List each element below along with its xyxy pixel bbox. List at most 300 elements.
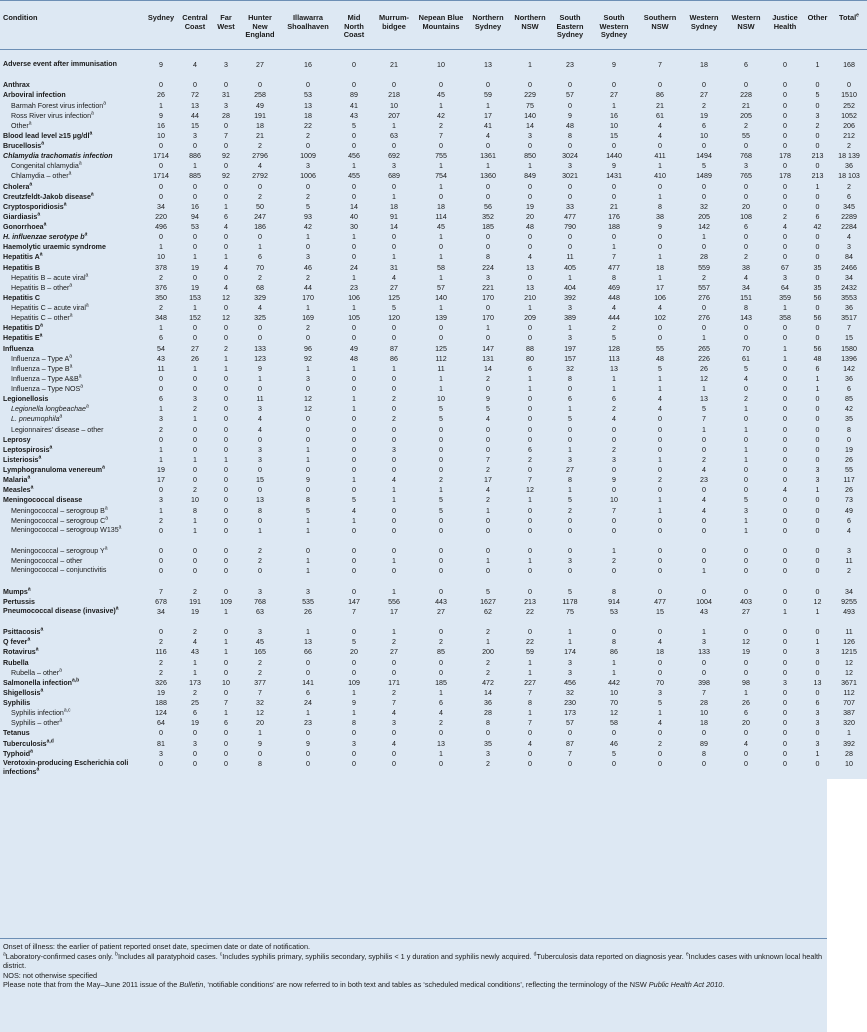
case-count: 34 — [831, 587, 867, 597]
case-count: 0 — [804, 404, 831, 414]
case-count: 1 — [590, 374, 638, 384]
case-count: 3 — [638, 688, 682, 698]
case-count: 0 — [240, 384, 280, 394]
table-row — [0, 121, 867, 131]
column-header: Western Sydney — [689, 13, 719, 31]
case-count: 765 — [726, 171, 766, 181]
case-count: 1 — [144, 404, 178, 414]
case-count: 0 — [178, 182, 212, 192]
column-header: Sydney — [147, 13, 175, 22]
case-count: 1 — [682, 333, 726, 343]
case-count: 0 — [240, 333, 280, 343]
case-count: 0 — [766, 182, 804, 192]
table-row — [0, 546, 867, 556]
case-count: 2 — [240, 273, 280, 283]
case-count: 0 — [766, 516, 804, 526]
table-row — [0, 749, 867, 759]
case-count: 0 — [804, 161, 831, 171]
case-count: 67 — [766, 263, 804, 273]
case-count: 0 — [766, 111, 804, 121]
case-count: 108 — [726, 212, 766, 222]
case-count: 0 — [416, 323, 466, 333]
case-count: 0 — [804, 394, 831, 404]
case-count: 9255 — [831, 597, 867, 607]
case-count: 0 — [766, 425, 804, 435]
case-count: 26 — [831, 485, 867, 495]
case-count: 21 — [240, 131, 280, 141]
case-count: 70 — [240, 263, 280, 273]
case-count: 3 — [280, 587, 336, 597]
column-header: Murrum-bidgee — [379, 13, 409, 31]
case-count: 4 — [590, 414, 638, 424]
case-count: 7 — [240, 688, 280, 698]
case-count: 8 — [280, 495, 336, 505]
case-count: 64 — [144, 718, 178, 728]
condition-name: Meningococcal – serogroup W135$^a$ — [0, 526, 144, 546]
case-count: 0 — [240, 182, 280, 192]
case-count: 14 — [372, 222, 416, 232]
case-count: 0 — [510, 414, 550, 424]
case-count: 2 — [240, 546, 280, 556]
case-count: 0 — [280, 242, 336, 252]
condition-name: Psittacosis$^a$ — [0, 627, 144, 637]
case-count: 0 — [682, 759, 726, 779]
case-count: 38 — [638, 212, 682, 222]
case-count: 18 — [682, 718, 726, 728]
case-count: 0 — [682, 485, 726, 495]
case-count: 13 — [280, 637, 336, 647]
case-count: 7 — [212, 698, 240, 708]
condition-name: Measles$^a$ — [0, 485, 144, 495]
case-count: 0 — [726, 465, 766, 475]
case-count: 3 — [372, 718, 416, 728]
case-count: 0 — [510, 273, 550, 283]
case-count: 392 — [550, 293, 590, 303]
case-count: 0 — [682, 435, 726, 445]
case-count: 1 — [550, 323, 590, 333]
table-row — [0, 273, 867, 283]
case-count: 410 — [638, 171, 682, 181]
case-count: 0 — [372, 566, 416, 586]
case-count: 62 — [466, 607, 510, 627]
case-count: 0 — [280, 80, 336, 90]
case-count: 0 — [336, 414, 372, 424]
case-count: 9 — [550, 111, 590, 121]
case-count: 0 — [638, 485, 682, 495]
case-count: 0 — [550, 759, 590, 779]
table-row — [0, 475, 867, 485]
case-count: 0 — [510, 506, 550, 516]
case-count: 0 — [590, 465, 638, 475]
case-count: 1 — [336, 394, 372, 404]
case-count: 0 — [550, 728, 590, 738]
column-header: Central Coast — [182, 13, 208, 31]
case-count: 0 — [466, 546, 510, 556]
case-count: 0 — [638, 566, 682, 586]
case-count: 0 — [212, 546, 240, 556]
case-count: 2 — [682, 273, 726, 283]
case-count: 0 — [466, 182, 510, 192]
case-count: 1431 — [590, 171, 638, 181]
case-count: 1 — [372, 364, 416, 374]
case-count: 1 — [804, 384, 831, 394]
case-count: 0 — [682, 323, 726, 333]
case-count: 0 — [280, 384, 336, 394]
case-count: 13 — [590, 364, 638, 374]
case-count: 0 — [336, 445, 372, 455]
case-count: 3517 — [831, 313, 867, 323]
case-count: 9 — [590, 475, 638, 485]
case-count: 48 — [804, 354, 831, 364]
case-count: 0 — [510, 526, 550, 546]
case-count: 64 — [766, 283, 804, 293]
table-row — [0, 425, 867, 435]
case-count: 1 — [682, 232, 726, 242]
condition-name: Adverse event after immunisation — [0, 60, 144, 80]
case-count: 185 — [416, 678, 466, 688]
case-count: 0 — [804, 728, 831, 738]
case-count: 0 — [726, 475, 766, 485]
condition-name: Cryptosporidiosis$^a$ — [0, 202, 144, 212]
case-count: 7 — [144, 587, 178, 597]
case-count: 0 — [682, 80, 726, 90]
case-count: 16 — [280, 60, 336, 80]
condition-name: Giardiasis$^a$ — [0, 212, 144, 222]
case-count: 151 — [726, 293, 766, 303]
case-count: 10 — [682, 131, 726, 141]
case-count: 1 — [766, 303, 804, 313]
case-count: 1 — [336, 303, 372, 313]
spacer-row — [0, 50, 867, 61]
case-count: 0 — [416, 556, 466, 566]
case-count: 6 — [144, 333, 178, 343]
case-count: 0 — [804, 526, 831, 546]
case-count: 10 — [590, 495, 638, 505]
case-count: 2 — [144, 657, 178, 667]
case-count: 147 — [466, 344, 510, 354]
case-count: 0 — [212, 273, 240, 283]
case-count: 1 — [336, 161, 372, 171]
case-count: 2 — [466, 668, 510, 678]
case-count: 3 — [682, 637, 726, 647]
case-count: 0 — [804, 232, 831, 242]
case-count: 0 — [212, 121, 240, 131]
case-count: 1 — [336, 475, 372, 485]
case-count: 6 — [804, 698, 831, 708]
case-count: 2 — [212, 344, 240, 354]
case-count: 0 — [144, 435, 178, 445]
case-count: 2792 — [240, 171, 280, 181]
case-count: 54 — [144, 344, 178, 354]
case-count: 1 — [280, 303, 336, 313]
case-count: 1 — [510, 384, 550, 394]
table-row — [0, 283, 867, 293]
column-header: Total$^e$ — [839, 12, 859, 22]
case-count: 9 — [590, 60, 638, 80]
case-count: 24 — [280, 698, 336, 708]
case-count: 493 — [831, 607, 867, 627]
case-count: 0 — [212, 465, 240, 475]
case-count: 56 — [804, 344, 831, 354]
case-count: 0 — [336, 668, 372, 678]
case-count: 92 — [212, 171, 240, 181]
case-count: 6 — [144, 394, 178, 404]
case-count: 1 — [726, 404, 766, 414]
case-count: 2 — [178, 587, 212, 597]
case-count: 0 — [726, 333, 766, 343]
case-count: 6 — [726, 222, 766, 232]
case-count: 0 — [638, 587, 682, 597]
case-count: 0 — [766, 597, 804, 607]
case-count: 6 — [831, 192, 867, 202]
case-count: 0 — [212, 384, 240, 394]
case-count: 0 — [240, 465, 280, 475]
case-count: 0 — [510, 192, 550, 202]
case-count: 2 — [590, 445, 638, 455]
case-count: 49 — [240, 101, 280, 111]
case-count: 4 — [372, 708, 416, 718]
condition-name: Influenza – Type $A\&B^a$ — [0, 374, 144, 384]
condition-name: Meningococcal – serogroup $B^a$ — [0, 506, 144, 516]
case-count: 5 — [726, 495, 766, 505]
case-count: 0 — [804, 587, 831, 597]
case-count: 0 — [804, 516, 831, 526]
case-count: 0 — [726, 668, 766, 678]
case-count: 3 — [804, 111, 831, 121]
case-count: 10 — [144, 252, 178, 262]
case-count: 0 — [804, 566, 831, 586]
case-count: 1 — [280, 566, 336, 586]
case-count: 456 — [550, 678, 590, 688]
case-count: 8 — [550, 374, 590, 384]
case-count: 173 — [178, 678, 212, 688]
case-count: 0 — [510, 728, 550, 738]
case-count: 0 — [416, 80, 466, 90]
condition-name: Hepatitis C – acute viral$^a$ — [0, 303, 144, 313]
case-count: 444 — [590, 313, 638, 323]
case-count: 197 — [550, 344, 590, 354]
case-count: 0 — [766, 455, 804, 465]
case-count: 200 — [466, 647, 510, 657]
case-count: 7 — [212, 131, 240, 141]
case-count: 0 — [804, 252, 831, 262]
case-count: 18 — [416, 202, 466, 212]
case-count: 46 — [280, 263, 336, 273]
case-count: 1396 — [831, 354, 867, 364]
case-count: 4 — [466, 131, 510, 141]
case-count: 3 — [466, 273, 510, 283]
case-count: 1 — [550, 445, 590, 455]
case-count: 1 — [178, 414, 212, 424]
case-count: 63 — [240, 607, 280, 627]
table-row — [0, 668, 867, 678]
case-count: 0 — [144, 374, 178, 384]
case-count: 1 — [372, 192, 416, 202]
case-count: 1 — [590, 657, 638, 667]
case-count: 12 — [804, 597, 831, 607]
case-count: 0 — [144, 759, 178, 779]
case-count: 0 — [804, 323, 831, 333]
case-count: 13 — [466, 60, 510, 80]
case-count: 4 — [212, 283, 240, 293]
condition-name: Meningococcal – other — [0, 556, 144, 566]
case-count: 329 — [240, 293, 280, 303]
condition-name: Meningococcal – conjunctivitis — [0, 566, 144, 586]
case-count: 0 — [682, 303, 726, 313]
case-count: 0 — [240, 435, 280, 445]
case-count: 1 — [280, 445, 336, 455]
case-count: 49 — [336, 344, 372, 354]
case-count: 13 — [280, 101, 336, 111]
case-count: 0 — [550, 425, 590, 435]
case-count: 1009 — [280, 151, 336, 161]
case-count: 0 — [638, 232, 682, 242]
case-count: 0 — [766, 627, 804, 637]
case-count: 213 — [804, 171, 831, 181]
case-count: 5 — [336, 495, 372, 505]
case-count: 96 — [280, 344, 336, 354]
case-count: 0 — [682, 668, 726, 678]
case-count: 0 — [726, 232, 766, 242]
case-count: 15 — [638, 607, 682, 627]
case-count: 389 — [550, 313, 590, 323]
case-count: 5 — [466, 404, 510, 414]
case-count: 0 — [280, 749, 336, 759]
case-count: 0 — [372, 141, 416, 151]
case-count: 8 — [590, 587, 638, 597]
case-count: 1 — [280, 708, 336, 718]
case-count: 1 — [726, 445, 766, 455]
case-count: 0 — [466, 566, 510, 586]
case-count: 21 — [726, 101, 766, 111]
case-count: 0 — [178, 465, 212, 475]
case-count: 10 — [416, 394, 466, 404]
case-count: 0 — [766, 495, 804, 505]
case-count: 1 — [336, 516, 372, 526]
case-count: 0 — [240, 80, 280, 90]
case-count: 61 — [726, 354, 766, 364]
case-count: 2 — [280, 131, 336, 141]
case-count: 35 — [831, 414, 867, 424]
case-count: 4 — [510, 738, 550, 748]
case-count: 0 — [466, 242, 510, 252]
case-count: 3 — [804, 647, 831, 657]
case-count: 205 — [682, 212, 726, 222]
case-count: 0 — [336, 435, 372, 445]
case-count: 0 — [280, 546, 336, 556]
case-count: 5 — [372, 303, 416, 313]
case-count: 1 — [240, 374, 280, 384]
case-count: 0 — [804, 435, 831, 445]
case-count: 1 — [638, 455, 682, 465]
case-count: 1 — [590, 242, 638, 252]
case-count: 19 — [831, 445, 867, 455]
case-count: 0 — [336, 485, 372, 495]
case-count: 0 — [590, 80, 638, 90]
case-count: 18 103 — [831, 171, 867, 181]
case-count: 109 — [212, 597, 240, 607]
case-count: 124 — [144, 708, 178, 718]
case-count: 1 — [510, 708, 550, 718]
case-count: 0 — [766, 435, 804, 445]
table-row — [0, 607, 867, 627]
case-count: 1 — [638, 273, 682, 283]
case-count: 12 — [726, 637, 766, 647]
case-count: 0 — [178, 475, 212, 485]
case-count: 165 — [240, 647, 280, 657]
condition-name: Shigellosis$^a$ — [0, 688, 144, 698]
case-count: 0 — [590, 627, 638, 637]
case-count: 18 — [682, 60, 726, 80]
condition-name: Pneumococcal disease (invasive)$^a$ — [0, 607, 144, 627]
case-count: 5 — [638, 698, 682, 708]
case-count: 0 — [638, 526, 682, 546]
table-row — [0, 627, 867, 637]
case-count: 0 — [682, 587, 726, 597]
case-count: 4 — [638, 303, 682, 313]
case-count: 1 — [144, 101, 178, 111]
case-count: 0 — [510, 232, 550, 242]
case-count: 0 — [804, 303, 831, 313]
case-count: 258 — [240, 90, 280, 100]
case-count: 1 — [336, 688, 372, 698]
case-count: 1 — [804, 60, 831, 80]
case-count: 7 — [590, 252, 638, 262]
table-row — [0, 657, 867, 667]
case-count: 19 — [510, 202, 550, 212]
case-count: 3 — [550, 556, 590, 566]
case-count: 1 — [280, 455, 336, 465]
case-count: 140 — [510, 111, 550, 121]
case-count: 0 — [590, 526, 638, 546]
case-count: 2 — [280, 323, 336, 333]
case-count: 0 — [336, 759, 372, 779]
case-count: 0 — [240, 232, 280, 242]
case-count: 57 — [550, 90, 590, 100]
case-count: 8 — [510, 698, 550, 708]
case-count: 3021 — [550, 171, 590, 181]
case-count: 0 — [638, 749, 682, 759]
case-count: 12 — [280, 394, 336, 404]
case-count: 0 — [638, 759, 682, 779]
case-count: 0 — [144, 80, 178, 90]
case-count: 5 — [804, 90, 831, 100]
case-count: 140 — [416, 293, 466, 303]
case-count: 0 — [212, 374, 240, 384]
case-count: 2 — [372, 688, 416, 698]
case-count: 0 — [726, 546, 766, 556]
case-count: 1 — [416, 384, 466, 394]
case-count: 0 — [590, 485, 638, 495]
case-count: 94 — [178, 212, 212, 222]
case-count: 42 — [804, 222, 831, 232]
case-count: 0 — [510, 394, 550, 404]
case-count: 0 — [212, 657, 240, 667]
case-count: 0 — [144, 627, 178, 637]
case-count: 0 — [336, 182, 372, 192]
case-count: 0 — [638, 323, 682, 333]
case-count: 3 — [831, 546, 867, 556]
table-row — [0, 445, 867, 455]
case-count: 2 — [416, 475, 466, 485]
case-count: 0 — [682, 556, 726, 566]
case-count: 28 — [682, 252, 726, 262]
case-count: 0 — [510, 516, 550, 526]
case-count: 1 — [178, 303, 212, 313]
case-count: 0 — [682, 182, 726, 192]
case-count: 10 — [212, 678, 240, 688]
case-count: 55 — [726, 131, 766, 141]
